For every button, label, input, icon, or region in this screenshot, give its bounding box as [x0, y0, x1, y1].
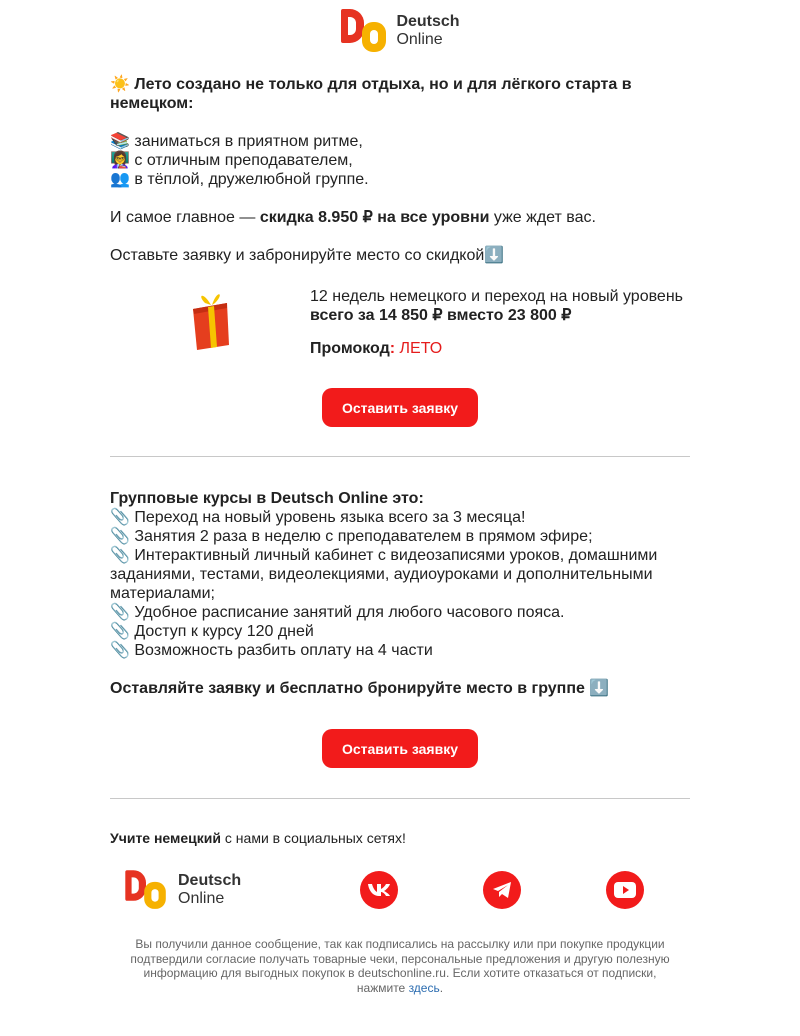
logo-line2: Online: [396, 31, 443, 48]
offer-price: всего за 14 850 ₽ вместо 23 800 ₽: [310, 307, 572, 324]
teacher-icon: 👩‍🏫: [110, 152, 130, 169]
divider: [110, 798, 690, 799]
courses-title: [110, 489, 690, 508]
unsubscribe-link[interactable]: здесь: [408, 980, 440, 995]
benefit-text: с отличным преподавателем,: [134, 152, 353, 169]
offer-block: [110, 287, 690, 358]
offer-text: [310, 287, 690, 358]
course-item: [110, 527, 690, 546]
discount-line: [110, 208, 690, 227]
logo-mark-icon: [124, 869, 167, 910]
social-section: [110, 830, 690, 915]
cta-text: Оставьте заявку и забронируйте место со скидкой: [110, 247, 485, 264]
promocode-label: Промокод: [310, 340, 390, 357]
group-icon: 👥: [110, 171, 130, 188]
social-title-rest: с нами в социальных сетях!: [221, 830, 406, 846]
promocode-value: ЛЕТО: [399, 340, 443, 357]
benefit-item: [110, 132, 690, 151]
course-item: [110, 603, 690, 622]
paperclip-icon: 📎: [110, 547, 130, 564]
header-logo[interactable]: [110, 0, 690, 55]
course-item: [110, 641, 690, 660]
email-body: [110, 0, 690, 995]
promocode: [310, 339, 690, 358]
footer-logo[interactable]: [122, 867, 241, 913]
apply-button[interactable]: Оставить заявку: [322, 388, 478, 427]
footer-disclaimer: [110, 937, 690, 995]
courses-section: [110, 489, 690, 698]
course-item-text: Удобное расписание занятий для любого часового пояса.: [134, 604, 565, 621]
benefit-item: [110, 170, 690, 189]
courses-cta: [110, 679, 690, 698]
youtube-icon[interactable]: [606, 871, 644, 909]
vk-icon[interactable]: [360, 871, 398, 909]
logo-text: [396, 13, 459, 49]
course-item-text: Переход на новый уровень языка всего за 3 месяца!: [134, 509, 526, 526]
books-icon: 📚: [110, 133, 130, 150]
social-links: [110, 865, 690, 915]
social-title-bold: Учите немецкий: [110, 830, 222, 846]
courses-cta-text: Оставляйте заявку и бесплатно бронируйте место в группе: [110, 680, 585, 697]
arrow-down-icon: ⬇️: [589, 680, 610, 697]
promocode-colon: :: [389, 340, 400, 357]
discount-post: уже ждет вас.: [489, 209, 596, 226]
benefit-item: [110, 151, 690, 170]
courses-title-text: Групповые курсы в Deutsch Online это:: [110, 490, 424, 507]
paperclip-icon: 📎: [110, 604, 130, 621]
telegram-icon[interactable]: [483, 871, 521, 909]
course-item-text: Возможность разбить оплату на 4 части: [134, 642, 433, 659]
benefits-list: [110, 132, 690, 189]
benefit-text: заниматься в приятном ритме,: [134, 133, 363, 150]
paperclip-icon: 📎: [110, 528, 130, 545]
footer-end: .: [439, 980, 444, 995]
benefit-text: в тёплой, дружелюбной группе.: [134, 171, 369, 188]
intro-headline: [110, 75, 690, 113]
course-item-text: Доступ к курсу 120 дней: [134, 623, 314, 640]
paperclip-icon: 📎: [110, 642, 130, 659]
logo-text: [178, 872, 241, 908]
offer-line1: 12 недель немецкого и переход на новый уровень: [310, 288, 683, 305]
logo-line2: Online: [178, 890, 225, 907]
course-item: [110, 546, 690, 603]
intro-headline-text: Лето создано не только для отдыха, но и для лёгкого старта в немецком:: [110, 76, 632, 112]
logo-line1: Deutsch: [178, 872, 242, 889]
course-item-text: Занятия 2 раза в неделю с преподавателем в прямом эфире;: [134, 528, 593, 545]
footer-text: Вы получили данное сообщение, так как подписались на рассылку или при покупке продукции подтвердили согласие получать товарные чеки, персональные предложения и другую полезную информацию для выгодных покупок в deutschonline.ru. Если хотите отказаться от подписки, нажмите: [130, 937, 670, 995]
logo-line1: Deutsch: [396, 13, 460, 30]
arrow-down-icon: ⬇️: [484, 247, 505, 264]
paperclip-icon: 📎: [110, 509, 130, 526]
paperclip-icon: 📎: [110, 623, 130, 640]
social-title: [110, 830, 690, 847]
course-item: [110, 508, 690, 527]
discount-amount: скидка 8.950 ₽ на все уровни: [259, 209, 490, 226]
divider: [110, 456, 690, 457]
course-item: [110, 622, 690, 641]
gift-icon: [110, 287, 310, 358]
logo-mark-icon: [340, 8, 388, 54]
cta-line: [110, 246, 690, 265]
discount-pre: И самое главное —: [110, 209, 260, 226]
course-item-text: Интерактивный личный кабинет с видеозаписями уроков, домашними заданиями, тестами, видеолекциями, аудиоуроками и дополнительными материалами;: [110, 547, 658, 602]
apply-button-2[interactable]: Оставить заявку: [322, 729, 478, 768]
sun-icon: ☀️: [110, 76, 130, 93]
